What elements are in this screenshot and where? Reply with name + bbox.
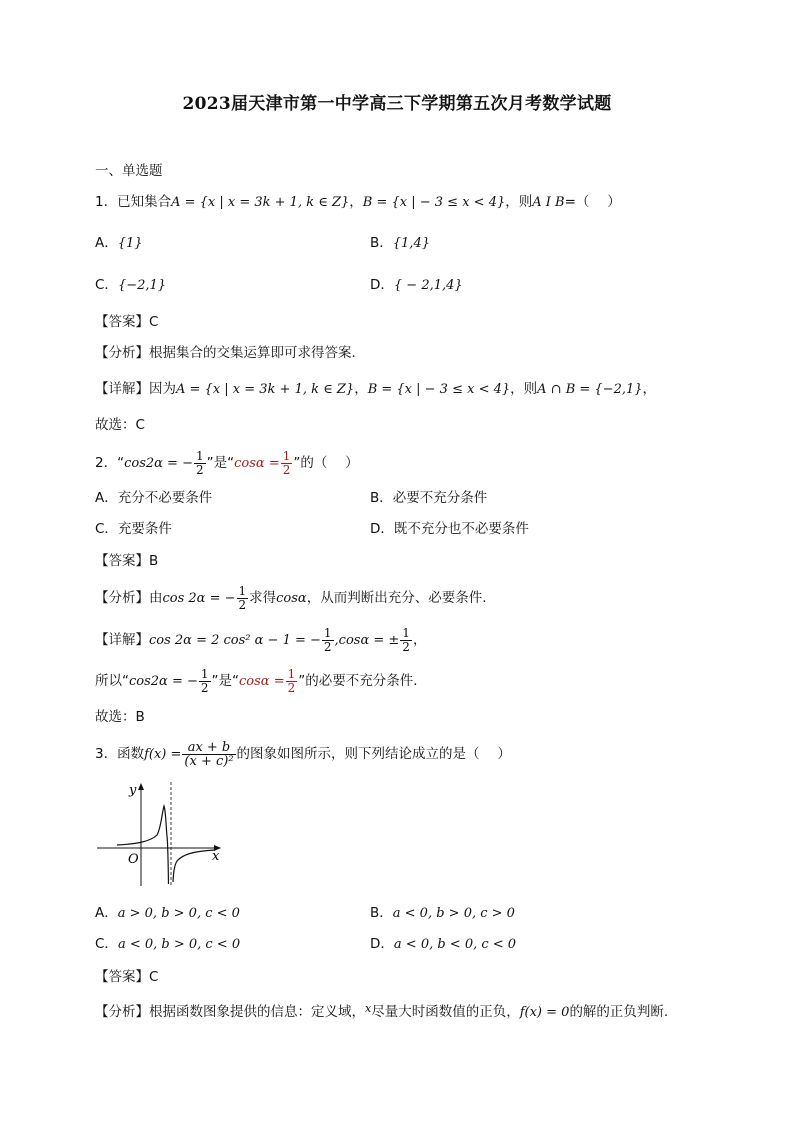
- curve-right-branch: [173, 850, 215, 882]
- section-heading: 一、单选题: [95, 163, 163, 179]
- function-graph: [95, 778, 235, 890]
- q1-option-d: D．{ − 2,1,4}: [370, 277, 463, 293]
- q3-option-b: B．a < 0, b > 0, c > 0: [370, 905, 515, 921]
- q1-answer: 【答案】C: [95, 314, 159, 330]
- q2-conclusion: 所以“cos2α = − $\frac{1}{2}$ ”是“cosα = $\frac{1}{2}$ ”的必要不充分条件.: [95, 666, 418, 695]
- curve-left-branch: [117, 806, 169, 884]
- q1-option-c: C．{−2,1}: [95, 277, 167, 293]
- q2-option-d: D．既不充分也不必要条件: [370, 521, 529, 537]
- q3-answer: 【答案】C: [95, 969, 159, 985]
- function-fraction: $\frac{ax + b}{\text{(x + c)²}}$: [184, 739, 234, 769]
- q1-detail: 【详解】因为A = {x | x = 3k + 1, k ∈ Z}，B = {x | − 3 ≤ x < 4}，则A ∩ B = {−2,1}，: [95, 381, 657, 397]
- q2-option-b: B．必要不充分条件: [370, 490, 488, 506]
- fraction-half: $\frac{1}{2}$: [195, 448, 204, 477]
- origin-label: O: [128, 852, 139, 867]
- q2-answer: 【答案】B: [95, 553, 159, 569]
- q1-option-b: B．{1,4}: [370, 235, 430, 251]
- q2-choose: 故选：B: [95, 709, 145, 725]
- q2-detail: 【详解】cos 2α = 2 cos² α − 1 = − $\frac{1}{2}$ ,cosα = ± $\frac{1}{2}$ ，: [95, 625, 427, 654]
- q3-analysis: 【分析】根据函数图象提供的信息：定义域，$^x$尽量大时函数值的正负，f(x) = 0的解的正负判断.: [95, 1002, 669, 1020]
- q2-analysis: 【分析】由cos 2α = − $\frac{1}{2}$ 求得cosα，从而判断出充分、必要条件.: [95, 583, 487, 612]
- fraction-half-red: $\frac{1}{2}$: [282, 448, 291, 477]
- q1-choose: 故选：C: [95, 417, 145, 433]
- q3-stem: 3．函数f(x) = $\frac{ax + b}{\text{(x + c)²}}$ 的图象如图所示，则下列结论成立的是（ ）: [95, 739, 511, 769]
- y-axis-arrow: [138, 783, 144, 790]
- q1-analysis: 【分析】根据集合的交集运算即可求得答案.: [95, 345, 356, 361]
- q3-option-a: A．a > 0, b > 0, c < 0: [95, 905, 240, 921]
- q3-option-d: D．a < 0, b < 0, c < 0: [370, 936, 517, 952]
- q2-option-c: C．充要条件: [95, 521, 172, 537]
- q1-option-a: A．{1}: [95, 235, 143, 251]
- q2-stem: 2．“cos2α = − $\frac{1}{2}$ ”是“cosα = $\frac{1}{2}$ ”的（ ）: [95, 448, 359, 477]
- y-label: y: [129, 783, 137, 798]
- page-title: 2023届天津市第一中学高三下学期第五次月考数学试题: [182, 94, 612, 114]
- x-label: x: [212, 849, 220, 864]
- q2-option-a: A．充分不必要条件: [95, 490, 213, 506]
- q3-option-c: C．a < 0, b > 0, c < 0: [95, 936, 241, 952]
- q1-stem: 1．已知集合A = {x | x = 3k + 1, k ∈ Z}，B = {x | − 3 ≤ x < 4}，则A I B=（ ）: [95, 194, 621, 210]
